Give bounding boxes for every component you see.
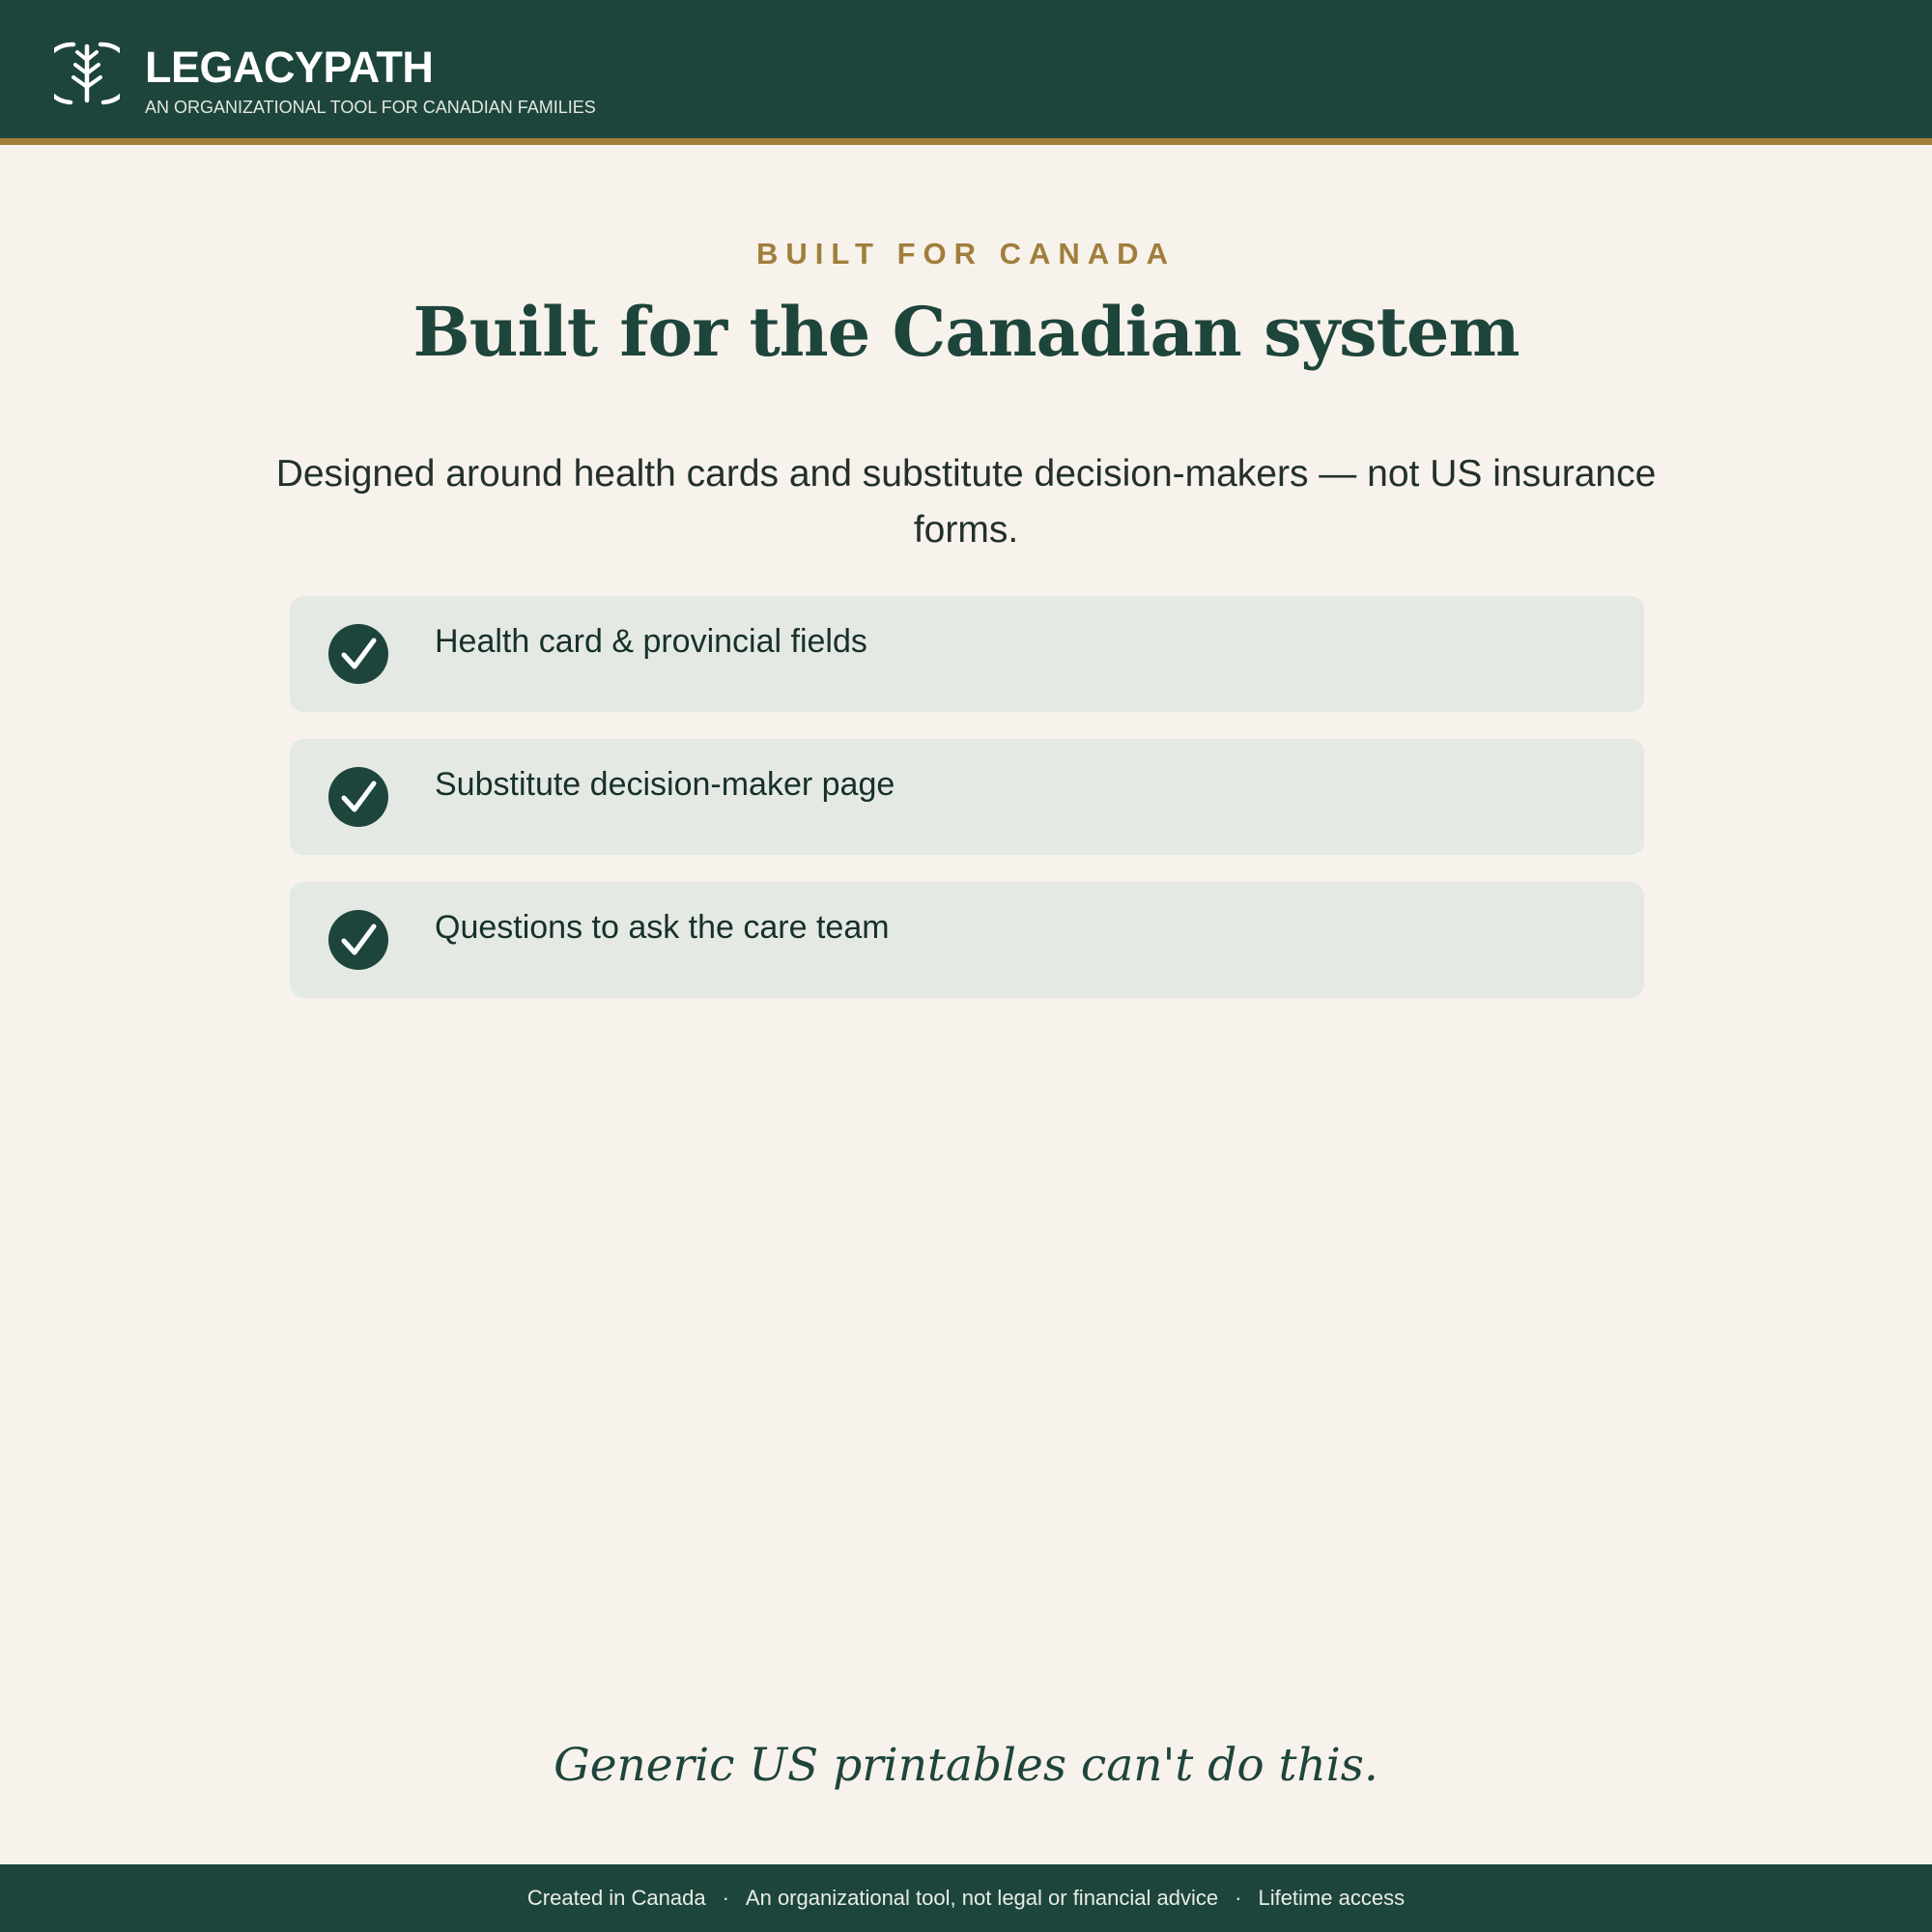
- page-title: Built for the Canadian system: [412, 292, 1520, 372]
- feature-list: [290, 596, 1644, 1025]
- brand-name: LEGACYPATH: [145, 43, 434, 92]
- check-circle-icon: [328, 910, 388, 970]
- closing-statement: Generic US printables can't do this.: [554, 1739, 1378, 1792]
- check-circle-icon: [328, 624, 388, 684]
- feature-label: Health card & provincial fields: [435, 623, 867, 660]
- feature-label: Questions to ask the care team: [435, 909, 890, 946]
- tree-icon: [54, 39, 120, 108]
- brand-tagline: AN ORGANIZATIONAL TOOL FOR CANADIAN FAMILIES: [145, 98, 596, 117]
- footer-item-access: Lifetime access: [1258, 1886, 1406, 1910]
- site-footer: [0, 1864, 1932, 1932]
- site-header: [0, 0, 1932, 145]
- feature-item-decision-maker: [290, 739, 1644, 855]
- footer-item-disclaimer: An organizational tool, not legal or financial advice: [745, 1886, 1219, 1910]
- feature-label: Substitute decision-maker page: [435, 766, 895, 803]
- footer-item-origin: Created in Canada: [526, 1886, 706, 1910]
- footer-separator: ·: [722, 1886, 729, 1910]
- page-subtitle: Designed around health cards and substitute decision-makers — not US insurance forms.: [275, 453, 1657, 551]
- footer-separator: ·: [1235, 1886, 1242, 1910]
- feature-item-care-team-questions: [290, 882, 1644, 998]
- section-eyebrow: BUILT FOR CANADA: [756, 237, 1176, 270]
- check-circle-icon: [328, 767, 388, 827]
- feature-item-health-card: [290, 596, 1644, 712]
